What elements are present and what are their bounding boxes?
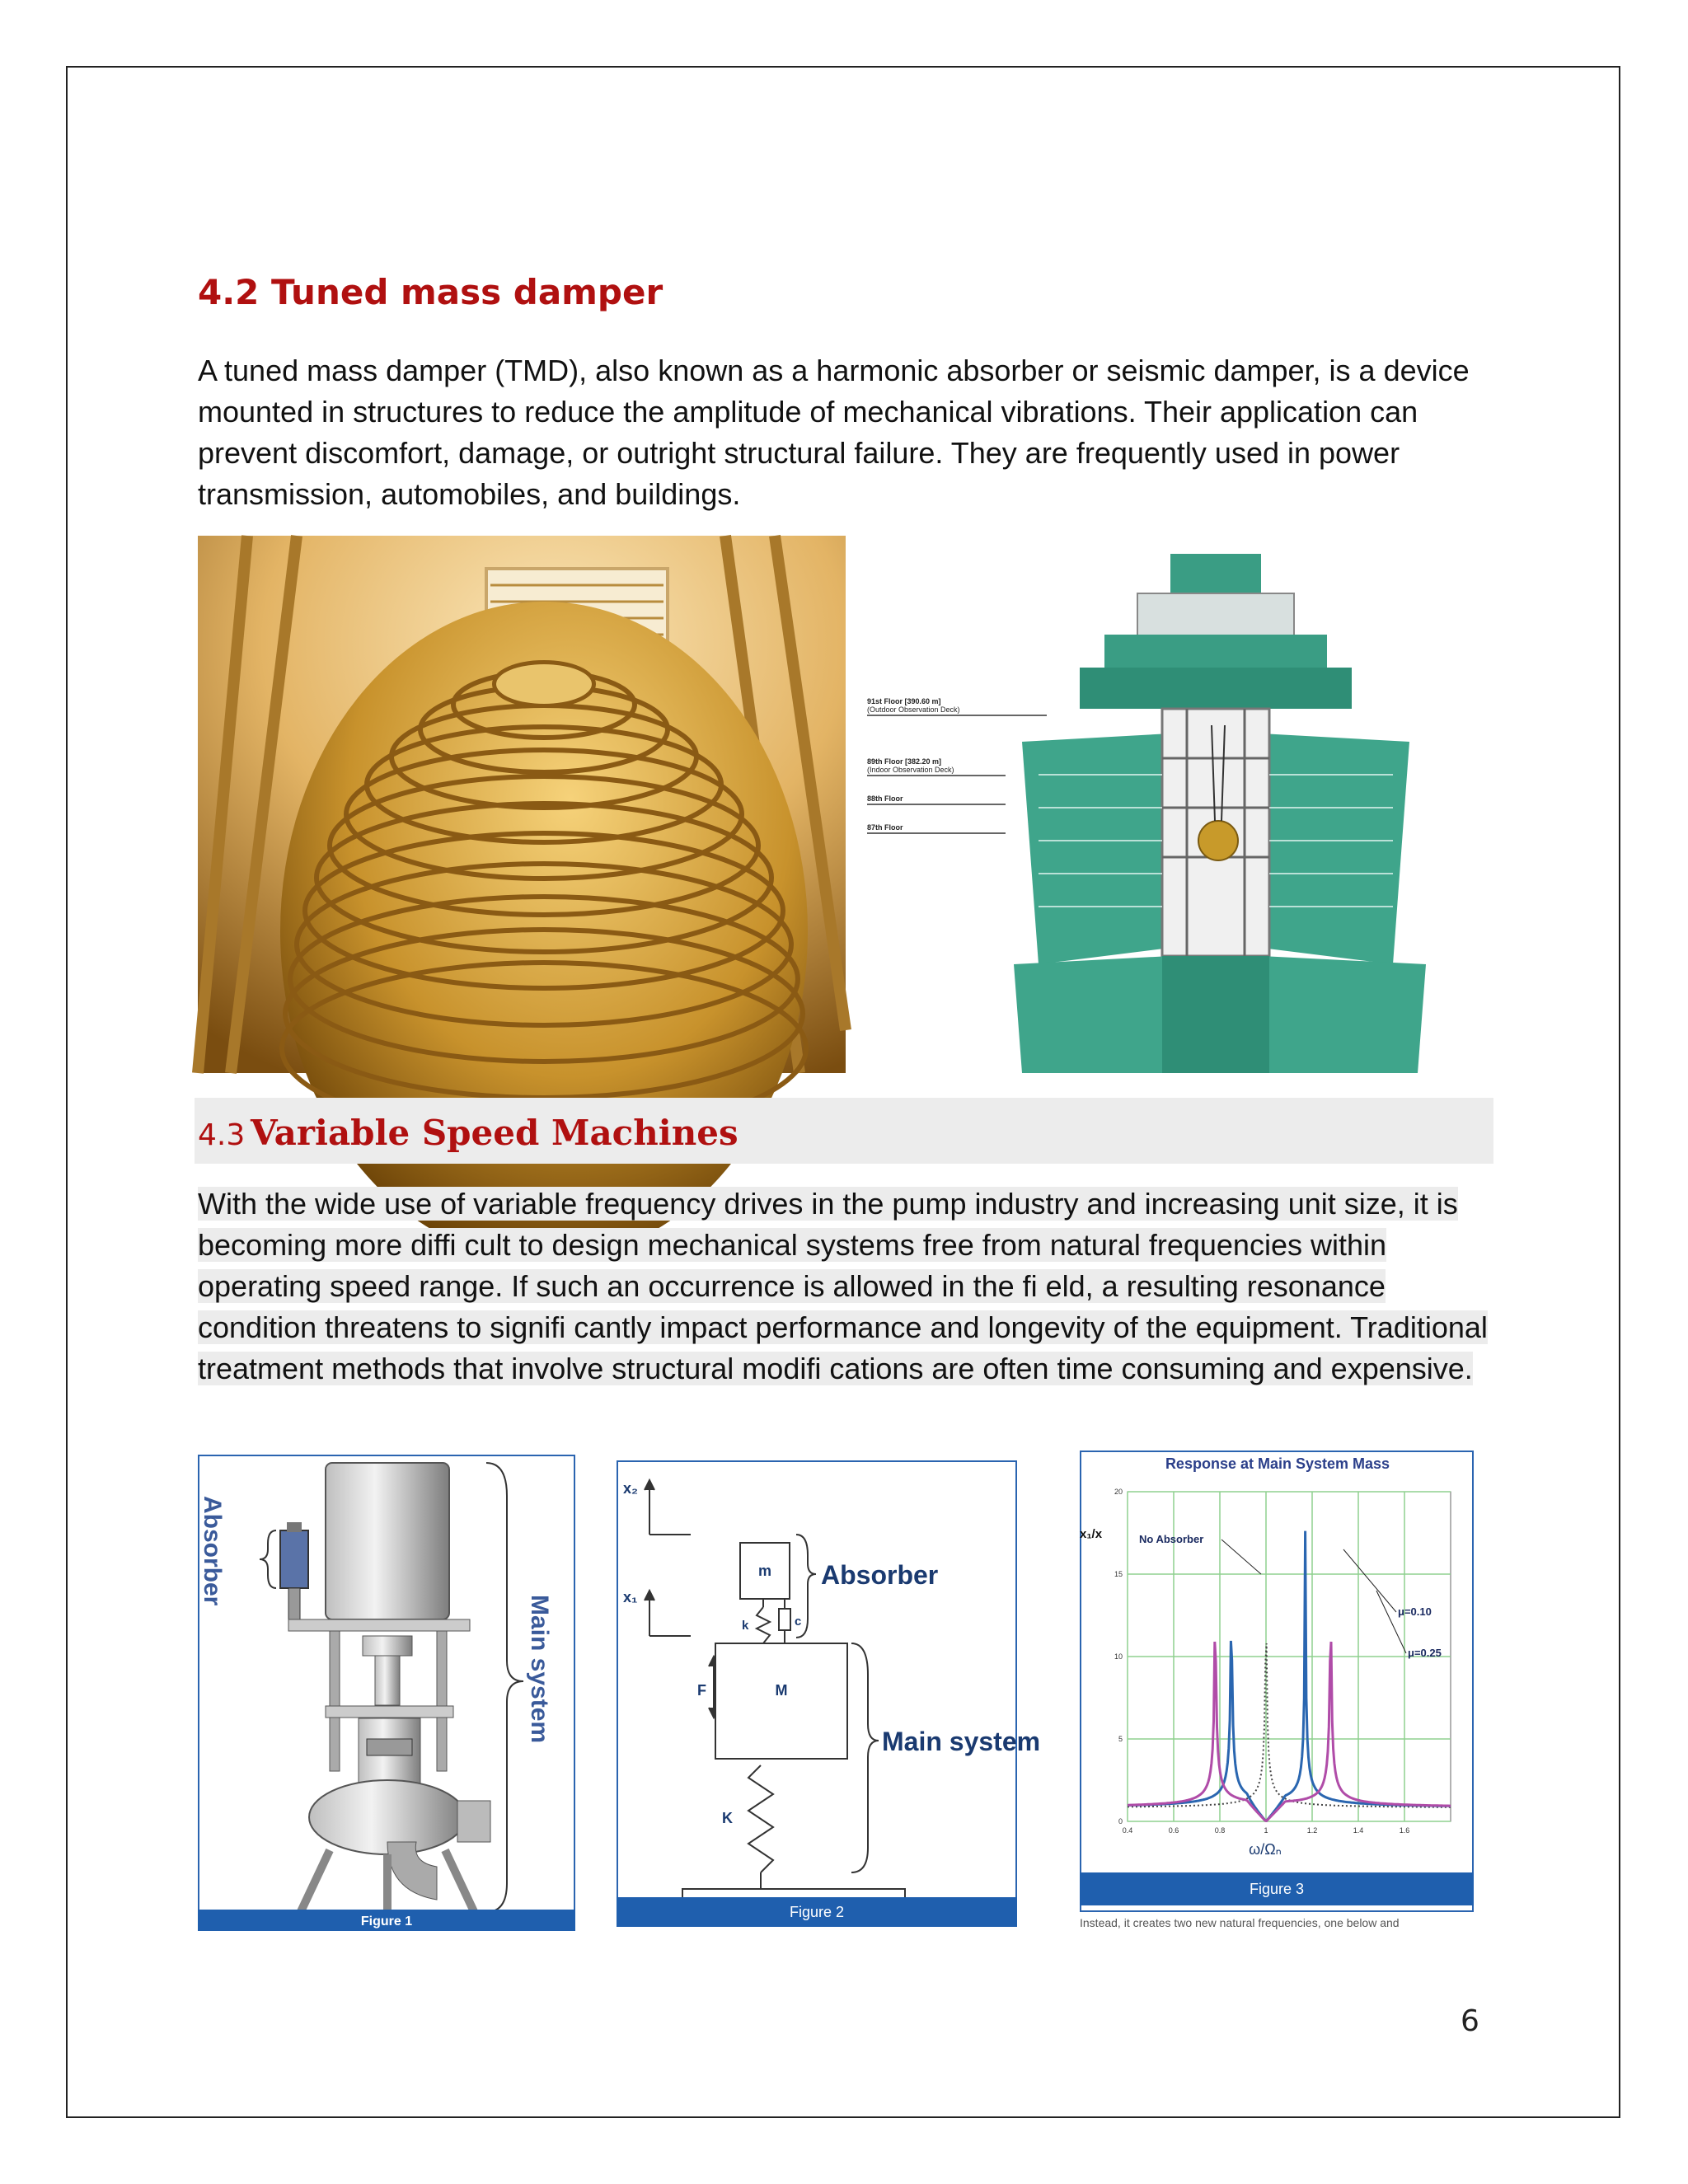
figure1-absorber-label: Absorber [199,1496,226,1606]
section-heading-4-2: 4.2 Tuned mass damper [198,272,663,312]
figure-3 [1080,1451,1475,1929]
figure2-caption: Figure 2 [789,1904,845,1920]
figure2-main-system-label: Main system [882,1727,1041,1756]
label-87th-floor: 87th Floor [867,823,903,832]
section-number: 4.3 [198,1118,246,1152]
response-chart [1080,1451,1475,1929]
section-heading-4-3 [198,1113,738,1153]
figure2-x2-label: x₂ [623,1480,639,1497]
section-title: Variable Speed Machines [250,1113,738,1153]
tmd-paragraph: A tuned mass damper (TMD), also known as a harmonic absorber or seismic damper, is a device mounted in structures to reduce the amplitude of mechanical vibrations. Their application can prevent discomfort, damage, or outright structural failure. They are frequently used in power transmission, automobiles, and buildings. [198,354,1470,511]
label-91st-floor: 91st Floor [390.60 m] [867,697,941,705]
x-tick-label: 0.4 [1122,1826,1133,1835]
figure3-below-text: Instead, it creates two new natural frequencies, one below and [1080,1916,1400,1929]
y-tick-label: 15 [1114,1570,1123,1578]
figure2-m-label: m [757,1563,772,1579]
y-tick-label: 5 [1118,1735,1123,1743]
figure-1 [198,1455,577,1931]
figure2-M-label: M [775,1682,788,1699]
chart-ylabel: x₁/x [1080,1527,1103,1541]
x-tick-label: 1 [1264,1826,1268,1835]
label-91st-floor-sub: (Outdoor Observation Deck) [867,705,960,714]
figure2-K-label: K [722,1810,733,1826]
label-89th-floor: 89th Floor [382.20 m] [867,757,942,766]
tmd-photo [198,536,846,1073]
y-tick-label: 10 [1114,1652,1123,1661]
figure2-absorber-label: Absorber [821,1560,939,1590]
figure2-k-label: k [742,1619,749,1633]
chart-title: Response at Main System Mass [1165,1455,1390,1472]
tower-cross-section [857,536,1484,1073]
figure2-c-label: c [795,1615,802,1629]
label-88th-floor: 88th Floor [867,794,903,803]
x-tick-label: 0.8 [1214,1826,1226,1835]
figure1-main-system-label: Main system [526,1595,553,1744]
y-tick-label: 0 [1118,1817,1123,1825]
chart-annotation: μ=0.25 [1408,1647,1442,1659]
x-tick-label: 0.6 [1168,1826,1179,1835]
label-89th-floor-sub: (Indoor Observation Deck) [867,766,954,774]
y-tick-label: 20 [1114,1488,1123,1496]
chart-annotation: No Absorber [1139,1533,1204,1545]
figure-2 [617,1460,1041,1927]
page-number: 6 [1461,2004,1479,2038]
vsm-paragraph-text: With the wide use of variable frequency drives in the pump industry and increasing unit size, it is becoming more diffi cult to design mechanical systems free from natural frequencies within operating speed range. If such an occurrence is allowed in the fi eld, a resulting resonance condition threatens to signifi cantly impact performance and longevity of the equipment. Traditional treatment methods that involve structural modifi cations are often time consuming and expensive. [198,1187,1488,1385]
chart-xlabel: ω/Ωₙ [1249,1841,1282,1858]
x-tick-label: 1.6 [1399,1826,1410,1835]
figure2-F-label: F [697,1682,706,1699]
figure3-caption: Figure 3 [1249,1881,1305,1897]
x-tick-label: 1.4 [1353,1826,1364,1835]
chart-annotation: μ=0.10 [1398,1605,1432,1618]
vsm-paragraph [198,1183,1508,1390]
figure2-x1-label: x₁ [623,1589,638,1605]
figure1-caption: Figure 1 [360,1915,413,1929]
x-tick-label: 1.2 [1306,1826,1318,1835]
